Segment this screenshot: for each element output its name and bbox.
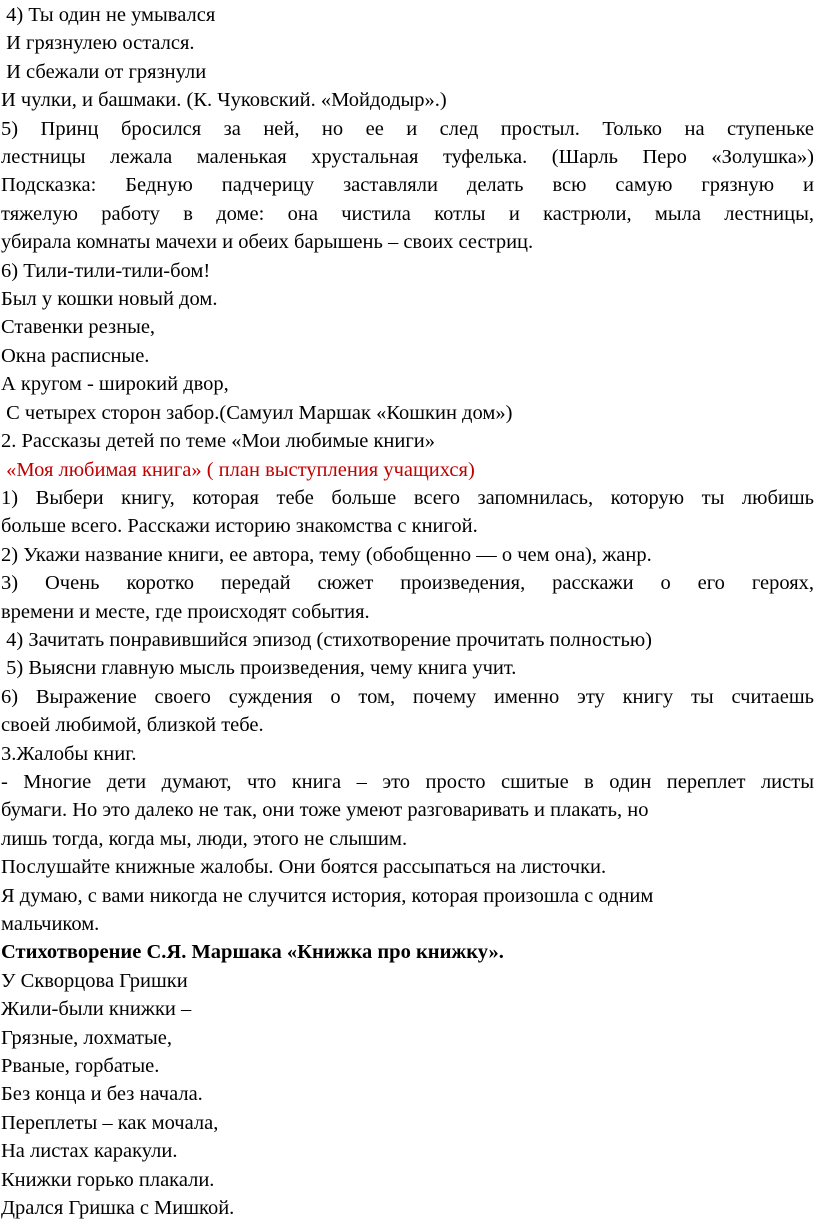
text-line-21: времени и месте, где происходят события. — [1, 600, 370, 623]
text-line-3: И чулки, и башмаки. (К. Чуковский. «Мойдодыр».) — [1, 89, 447, 112]
text-line-29: лишь тогда, когда мы, люди, этого не слышим. — [1, 827, 408, 850]
text-line-22: 4) Зачитать понравившийся эпизод (стихотворение прочитать полностью) — [1, 628, 653, 651]
text-line-17: 1) Выбери книгу, которая тебе больше всего запомнилась, которую ты любишь — [1, 486, 814, 509]
text-line-19: 2) Укажи название книги, ее автора, тему (обобщенно — о чем она), жанр. — [1, 543, 652, 566]
text-line-7: тяжелую работу в доме: она чистила котлы и кастрюли, мыла лестницы, — [1, 202, 814, 225]
text-line-9: 6) Тили-тили-тили-бом! — [1, 259, 211, 282]
text-line-28: бумаги. Но это далеко не так, они тоже умеют разговаривать и плакать, но — [1, 799, 649, 822]
text-line-10: Был у кошки новый дом. — [1, 288, 218, 311]
text-line-0: 4) Ты один не умывался — [1, 4, 216, 26]
text-line-35: Жили-были книжки – — [1, 998, 192, 1021]
text-line-5: лестницы лежала маленькая хрустальная туфелька. (Шарль Перо «Золушка») — [1, 146, 814, 169]
text-line-37: Рваные, горбатые. — [1, 1055, 160, 1078]
text-line-26: 3.Жалобы книг. — [1, 742, 137, 765]
text-line-20: 3) Очень коротко передай сюжет произведения, расскажи о его героях, — [1, 572, 814, 595]
text-line-4: 5) Принц бросился за ней, но ее и след простыл. Только на ступеньке — [1, 117, 814, 140]
text-line-32: мальчиком. — [1, 913, 100, 935]
text-line-12: Окна расписные. — [1, 344, 150, 367]
text-line-27: - Многие дети думают, что книга – это просто сшитые в один переплет листы — [1, 770, 814, 793]
text-line-30: Послушайте книжные жалобы. Они боятся рассыпаться на листочки. — [1, 856, 607, 879]
text-line-34: У Скворцова Гришки — [1, 969, 188, 992]
text-line-11: Ставенки резные, — [1, 316, 156, 339]
text-line-2: И сбежали от грязнули — [1, 60, 207, 83]
text-line-1: И грязнулею остался. — [1, 32, 195, 55]
text-line-25: своей любимой, близкой тебе. — [1, 714, 264, 737]
text-line-24: 6) Выражение своего суждения о том, почему именно эту книгу ты считаешь — [1, 685, 814, 708]
text-line-33: Стихотворение С.Я. Маршака «Книжка про книжку». — [1, 941, 504, 964]
text-line-8: убирала комнаты мачехи и обеих барышень – своих сестриц. — [1, 231, 534, 254]
text-line-41: Книжки горько плакали. — [1, 1168, 215, 1191]
text-line-13: А кругом - широкий двор, — [1, 373, 229, 396]
text-line-38: Без конца и без начала. — [1, 1083, 203, 1106]
text-line-42: Дрался Гришка с Мишкой. — [1, 1197, 235, 1220]
text-line-16: «Моя любимая книга» ( план выступления учащихся) — [1, 458, 475, 481]
text-line-23: 5) Выясни главную мысль произведения, чему книга учит. — [1, 657, 517, 680]
text-line-14: С четырех сторон забор.(Самуил Маршак «Кошкин дом») — [1, 401, 513, 424]
text-line-6: Подсказка: Бедную падчерицу заставляли делать всю самую грязную и — [1, 174, 814, 197]
text-line-31: Я думаю, с вами никогда не случится история, которая произошла с одним — [1, 884, 654, 907]
text-line-15: 2. Рассказы детей по теме «Мои любимые книги» — [1, 430, 435, 453]
text-line-39: Переплеты – как мочала, — [1, 1111, 219, 1134]
text-line-18: больше всего. Расскажи историю знакомства с книгой. — [1, 515, 478, 538]
text-line-36: Грязные, лохматые, — [1, 1026, 173, 1049]
document-body — [1, 1, 814, 1222]
text-line-40: На листах каракули. — [1, 1140, 178, 1163]
